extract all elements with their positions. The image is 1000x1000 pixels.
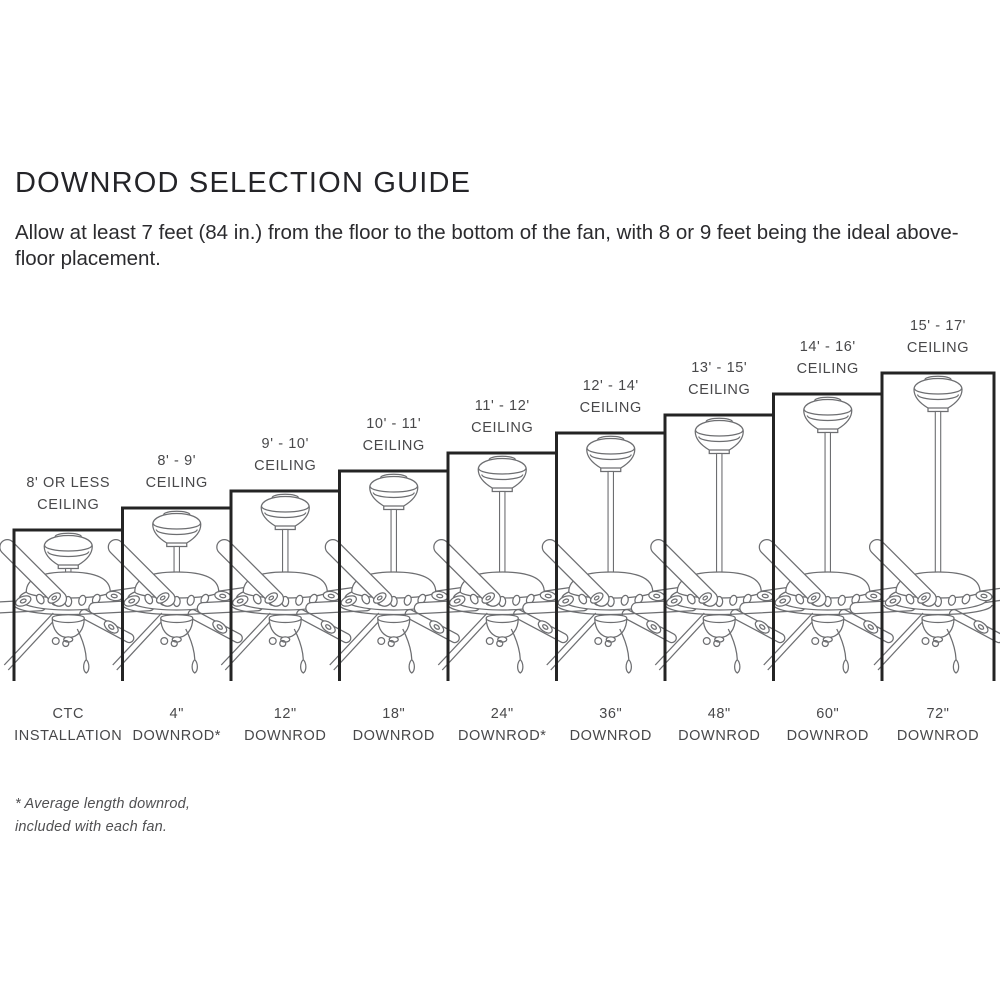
ceiling-range: 8' OR LESS — [26, 475, 111, 491]
rod-word: DOWNROD — [678, 728, 761, 744]
fan-canopy — [695, 421, 743, 454]
fan-blade — [442, 616, 492, 670]
ceiling-range: 15' - 17' — [909, 318, 967, 334]
fan-finial-loop — [703, 638, 710, 645]
fan-pull-chain — [735, 660, 740, 674]
downrod-size-label — [868, 703, 1000, 747]
rod-word: DOWNROD — [244, 728, 327, 744]
rod-word: INSTALLATION — [14, 728, 123, 744]
fan-canopy — [914, 379, 962, 412]
fan-downrod — [500, 492, 505, 581]
rod-word: DOWNROD — [569, 728, 652, 744]
fan-pull-chain — [192, 660, 197, 674]
fan-blade — [225, 616, 275, 670]
footnote-line2: included with each fan. — [15, 819, 168, 835]
fan-downrod — [825, 433, 830, 581]
fan-canopy — [478, 459, 526, 492]
fan-canopy — [370, 477, 418, 510]
fan-pull-chain — [518, 660, 523, 674]
fan-blade — [551, 616, 601, 670]
ceiling-range: 14' - 16' — [799, 339, 856, 355]
fan-blade — [878, 616, 928, 670]
rod-size: 36" — [599, 706, 623, 722]
rod-size: 24" — [490, 706, 514, 722]
fan-finial-loop — [378, 638, 385, 645]
ceiling-word: CEILING — [906, 340, 970, 356]
fan-canopy — [44, 536, 92, 569]
fan-downrod — [391, 510, 396, 581]
fan-pull-chain — [953, 660, 958, 674]
ceiling-word: CEILING — [579, 400, 642, 416]
ceiling-word: CEILING — [145, 475, 208, 491]
rod-word: DOWNROD* — [132, 728, 222, 744]
fan-blade — [764, 613, 813, 665]
page-title: DOWNROD SELECTION GUIDE — [15, 167, 472, 199]
rod-word: DOWNROD — [786, 728, 869, 744]
rod-word: DOWNROD — [352, 728, 435, 744]
fan-blade — [655, 613, 704, 665]
footnote-line1: * Average length downrod, — [15, 796, 191, 812]
fan-blade — [334, 616, 384, 670]
ceiling-word: CEILING — [471, 420, 534, 436]
ceiling-word: CEILING — [796, 361, 859, 377]
ceiling-range: 13' - 15' — [691, 360, 748, 376]
rod-word: DOWNROD* — [457, 728, 547, 744]
fan-canopy — [804, 400, 852, 433]
fan-blade — [8, 616, 58, 670]
fan-blade — [768, 616, 818, 670]
rod-size: 48" — [707, 706, 731, 722]
fan-pull-chain — [301, 660, 306, 674]
rod-size: CTC — [52, 706, 85, 722]
ceiling-range: 12' - 14' — [582, 378, 639, 394]
fan-blade — [659, 616, 709, 670]
ceiling-range: 11' - 12' — [474, 398, 530, 414]
fan-downrod — [608, 472, 613, 581]
fan-blade — [117, 616, 167, 670]
rod-size: 60" — [816, 706, 840, 722]
fan-downrod — [935, 412, 940, 581]
ceiling-word: CEILING — [688, 382, 751, 398]
fan-finial-loop — [269, 638, 276, 645]
fan-pull-chain — [409, 660, 414, 674]
ceiling-range: 9' - 10' — [261, 436, 309, 452]
fan-canopy — [261, 497, 309, 530]
rod-word: DOWNROD — [896, 728, 980, 744]
fan-illustration — [306, 474, 482, 673]
fan-blade — [438, 613, 487, 665]
ceiling-range: 10' - 11' — [366, 416, 422, 432]
fan-canopy — [587, 439, 635, 472]
footnote — [15, 793, 190, 839]
fan-finial-loop — [161, 638, 168, 645]
rod-size: 72" — [926, 706, 950, 722]
fan-canopy — [153, 514, 201, 547]
fan-pull-chain — [84, 660, 89, 674]
intro-text: Allow at least 7 feet (84 in.) from the floor to the bottom of the fan, with 8 or 9 feet being the ideal above-floor placement. — [15, 221, 959, 270]
rod-size: 4" — [169, 706, 184, 722]
fan-finial-loop — [595, 638, 602, 645]
fan-blade — [221, 613, 270, 665]
fan-pull-chain — [843, 660, 848, 674]
fan-blade — [113, 613, 162, 665]
fan-blade — [330, 613, 379, 665]
ceiling-word: CEILING — [362, 438, 425, 454]
rod-size: 18" — [382, 706, 406, 722]
ceiling-word: CEILING — [254, 458, 317, 474]
rod-size: 12" — [273, 706, 297, 722]
fan-downrod — [717, 454, 722, 581]
fan-finial-loop — [486, 638, 493, 645]
fan-pull-chain — [626, 660, 631, 674]
ceiling-height-label — [868, 315, 1000, 359]
fan-finial-loop — [52, 638, 59, 645]
fan-finial-loop — [922, 638, 929, 645]
ceiling-word: CEILING — [37, 497, 100, 513]
fan-finial-loop — [812, 638, 819, 645]
fan-blade — [547, 613, 596, 665]
fan-blade — [4, 613, 53, 665]
ceiling-range: 8' - 9' — [157, 453, 197, 469]
